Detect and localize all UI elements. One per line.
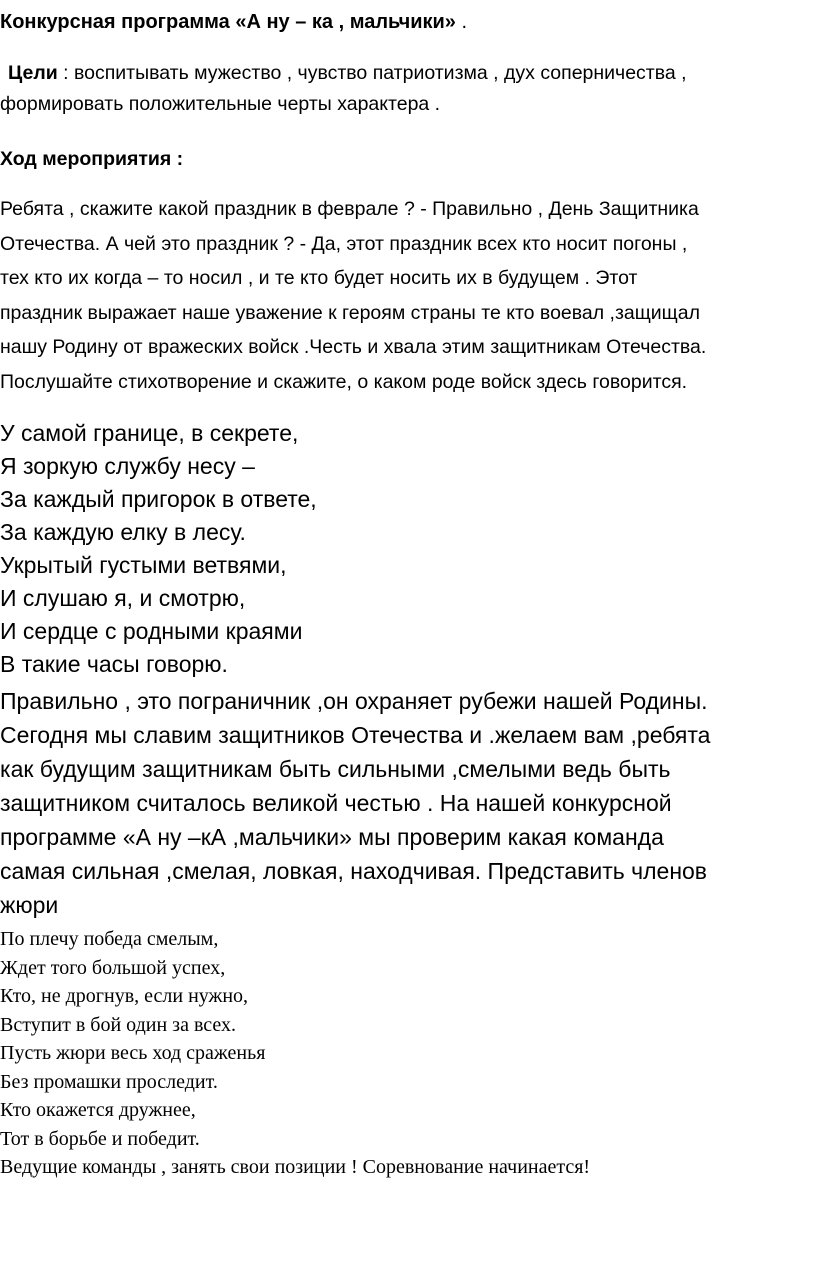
intro-line: тех кто их когда – то носил , и те кто будет носить их в будущем . Этот [0,267,638,289]
intro-line: Послушайте стихотворение и скажите, о каком роде войск здесь говорится. [0,370,688,393]
poem-line: Без промашки проследит. [0,1070,218,1093]
border-guard-poem [0,417,812,681]
poem-line: У самой границе, в секрете, [0,420,299,446]
poem-line: По плечу победа смелым, [0,928,219,950]
poem-line: Ждет того большой успех, [0,956,226,979]
intro-line: нашу Родину от вражеских войск .Честь и хвала этим защитникам Отечества. [0,336,707,358]
poem-line: Пусть жюри весь ход сраженья [0,1042,266,1064]
poem-line: Тот в борьбе и победит. [0,1127,200,1150]
document-title [0,8,467,36]
poem-line: Кто окажется дружнее, [0,1099,196,1121]
speech-line: программе «А ну –кА ,мальчики» мы проверим какая команда [0,824,664,850]
speech-line: жюри [0,892,59,918]
poem-line: Я зоркую службу несу – [0,453,255,479]
intro-paragraph [0,192,812,399]
goals-paragraph [0,58,810,120]
poem-line: Укрытый густыми ветвями, [0,552,287,578]
poem-line: В такие часы говорю. [0,651,228,677]
speech-line: Сегодня мы славим защитников Отечества и .желаем вам ,ребята [0,722,711,748]
poem-line: За каждый пригорок в ответе, [0,486,317,512]
host-speech [0,684,812,922]
speech-line: как будущим защитникам быть сильными ,смелыми ведь быть [0,756,671,782]
poem-line: И сердце с родными краями [0,618,303,644]
speech-line: Правильно , это пограничник ,он охраняет рубежи нашей Родины. [0,688,708,714]
poem-line: И слушаю я, и смотрю, [0,585,246,611]
title-tail: . [455,11,468,33]
title-text: Конкурсная программа «А ну – ка , мальчики» [0,11,456,33]
goals-text-line-1: : воспитывать мужество , чувство патриотизма , дух соперничества , [57,62,687,84]
poem-line: Кто, не дрогнув, если нужно, [0,985,249,1007]
jury-poem [0,925,812,1182]
event-heading: Ход мероприятия : [0,148,184,170]
intro-line: праздник выражает наше уважение к героям страны те кто воевал ,защищал [0,301,700,324]
speech-line: защитником считалось великой честью . На нашей конкурсной [0,790,672,816]
goals-text-line-2: формировать положительные черты характера . [0,93,441,115]
closing-line: Ведущие команды , занять свои позиции ! Соревнование начинается! [0,1156,591,1178]
intro-line: Отечества. А чей это праздник ? - Да, этот праздник всех кто носит погоны , [0,232,688,255]
goals-label: Цели [8,62,58,84]
poem-line: Вступит в бой один за всех. [0,1013,237,1036]
poem-line: За каждую елку в лесу. [0,519,246,545]
intro-line: Ребята , скажите какой праздник в феврале ? - Правильно , День Защитника [0,198,699,220]
speech-line: самая сильная ,смелая, ловкая, находчивая. Представить членов [0,858,708,884]
